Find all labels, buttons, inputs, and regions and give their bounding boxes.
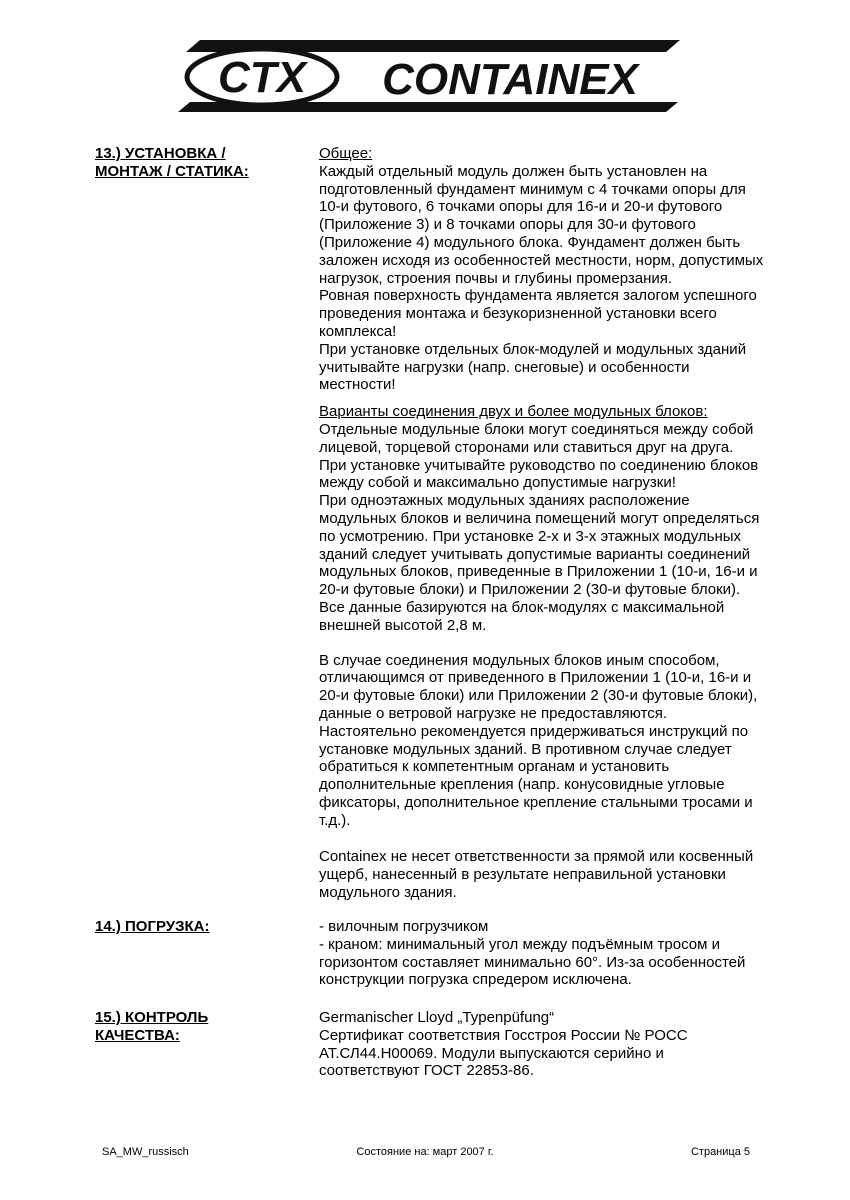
section-15-title (95, 1009, 305, 1045)
section-14-title (95, 918, 305, 936)
general-heading: Общее: (319, 145, 373, 162)
text-line: Настоятельно рекомендуется придерживаться инструкций по (319, 722, 749, 740)
variants-heading: Варианты соединения двух и более модульных блоков: (319, 403, 708, 421)
text-line: модульного здания. (319, 884, 457, 902)
text-line: В случае соединения модульных блоков иным способом, (319, 651, 720, 669)
containex-logo (170, 40, 680, 118)
text-line: нагрузок, строения почвы и глубины промерзания. (319, 269, 673, 287)
section-13-body (319, 145, 789, 902)
text-line: 20-и футовые блоки) и Приложении 2 (30-и футовые блоки). (319, 581, 741, 599)
text-line: подготовленный фундамент минимум с 4 точками опоры для (319, 180, 746, 198)
text-line: внешней высотой 2,8 м. (319, 616, 487, 634)
text-line: соответствуют ГОСТ 22853-86. (319, 1062, 534, 1080)
text-line: Germanischer Lloyd „Typenpüfung“ (319, 1009, 555, 1026)
text-line: - вилочным погрузчиком (319, 918, 489, 935)
text-line: местности! (319, 376, 396, 394)
text-line: Сертификат соответствия Госстроя России № РОСС (319, 1026, 688, 1044)
text-line: между собой и максимально допустимые нагрузки! (319, 474, 676, 492)
section-title-line: МОНТАЖ / СТАТИКА: (95, 163, 249, 180)
text-line: Containex не несет ответственности за прямой или косвенный (319, 848, 754, 866)
text-line: Каждый отдельный модуль должен быть установлен на (319, 162, 708, 180)
section-title-line: 14.) ПОГРУЗКА: (95, 918, 210, 935)
text-line: Ровная поверхность фундамента является залогом успешного (319, 287, 757, 305)
text-line: установке модульных зданий. В противном случае следует (319, 740, 732, 758)
text-line: При установке учитывайте руководство по соединению блоков (319, 456, 759, 474)
logo-brand-name: CONTAINEX (382, 55, 638, 104)
section-title-line: 13.) УСТАНОВКА / (95, 145, 226, 162)
text-line: модульных блоков, приведенные в Приложении 1 (10-и, 16-и и (319, 563, 758, 581)
text-line: заложен исходя из особенностей местности, норм, допустимых (319, 251, 764, 269)
text-line: - краном: минимальный угол между подъёмным тросом и (319, 935, 720, 953)
text-line: При установке отдельных блок-модулей и модульных зданий (319, 340, 747, 358)
text-line: т.д.). (319, 811, 351, 829)
section-14-body (319, 918, 789, 989)
section-title-line: КАЧЕСТВА: (95, 1027, 180, 1044)
footer-date: Состояние на: март 2007 г. (356, 1146, 494, 1158)
text-line: зданий следует учитывать допустимые варианты соединений (319, 545, 751, 563)
section-15-body (319, 1009, 789, 1080)
section-13-title (95, 145, 305, 181)
footer-page-number: Страница 5 (690, 1146, 750, 1158)
text-line: 10-и футового, 6 точками опоры для 16-и и 20-и футового (319, 198, 723, 216)
text-line: учитывайте нагрузки (напр. снеговые) и особенности (319, 358, 690, 376)
text-line: (Приложение 3) и 8 точками опоры для 30-и футового (319, 216, 696, 234)
text-line: лицевой, торцевой сторонами или ставиться друг на друга. (319, 438, 734, 456)
text-line: комплекса! (319, 322, 397, 340)
text-line: модульных блоков и величина помещений могут определяться (319, 509, 760, 527)
text-line: отличающимся от приведенного в Приложении 1 (10-и, 16-и и (319, 669, 752, 687)
text-line: конструкции погрузка спредером исключена. (319, 971, 632, 989)
text-line: обратиться к компетентным органам и установить (319, 758, 670, 776)
text-line: по усмотрению. При установке 2-х и 3-х этажных модульных (319, 527, 742, 545)
text-line: 20-и футовые блоки) или Приложении 2 (30-и футовые блоки), (319, 687, 758, 705)
text-line: Все данные базируются на блок-модулях с максимальной (319, 598, 725, 616)
text-line: дополнительные крепления (напр. конусовидные угловые (319, 776, 725, 794)
footer-document-id: SA_MW_russisch (102, 1146, 189, 1158)
text-line: фиксаторы, дополнительное крепление стальными тросами и (319, 793, 753, 811)
text-line: данные о ветровой нагрузке не предоставляются. (319, 704, 668, 722)
text-line: (Приложение 4) модульного блока. Фундамент должен быть (319, 233, 741, 251)
text-line: Отдельные модульные блоки могут соединяться между собой (319, 420, 754, 438)
section-title-line: 15.) КОНТРОЛЬ (95, 1009, 209, 1026)
text-line: AT.СЛ44.H00069. Модули выпускаются серийно и (319, 1044, 664, 1062)
text-line: горизонтом составляет минимально 60°. Из-за особенностей (319, 953, 746, 971)
logo-ctx-mark: CTX (218, 53, 306, 102)
text-line: проведения монтажа и безукоризненной установки всего (319, 305, 717, 323)
text-line: При одноэтажных модульных зданиях расположение (319, 492, 690, 510)
text-line: ущерб, нанесенный в результате неправильной установки (319, 866, 726, 884)
